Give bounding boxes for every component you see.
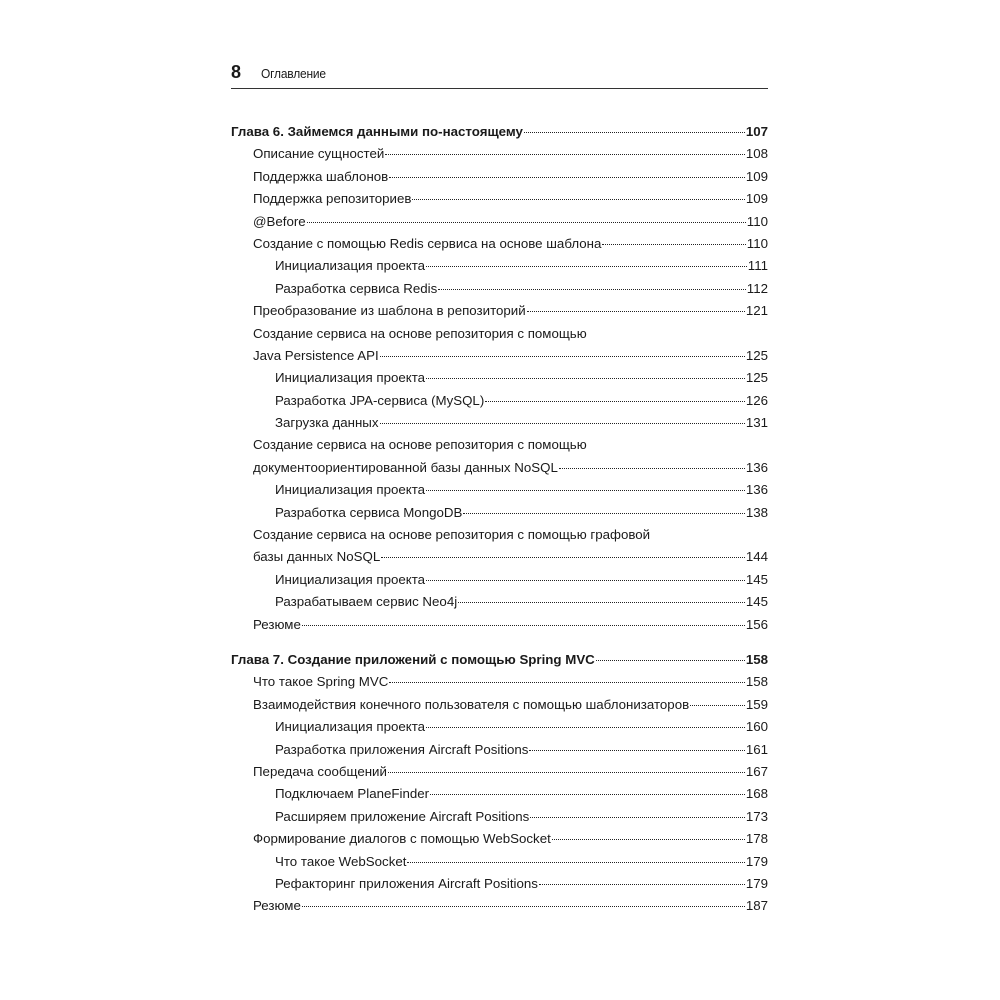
toc-subentry-text: Инициализация проекта [275,258,426,274]
toc-entry-line2-page: 125 [745,347,768,363]
toc-entry [231,434,768,479]
dot-leader [458,602,745,603]
dot-leader [389,682,744,683]
dot-leader [307,222,746,223]
toc-entry [231,614,768,636]
toc-subentry-page: 131 [745,415,768,431]
dot-leader [430,794,745,795]
toc-subentry [231,873,768,895]
toc-subentry-text: Расширяем приложение Aircraft Positions [275,808,530,824]
toc-subentry [231,390,768,412]
toc-subentry [231,806,768,828]
dot-leader [426,490,745,491]
toc-subentry-page: 179 [745,875,768,891]
toc-entry-page: 108 [745,146,768,162]
toc-entry-line2-text: документоориентированной базы данных NoSQL [253,459,558,475]
toc-subentry-text: Разработка сервиса Redis [275,280,438,296]
section-title: Оглавление [261,66,326,81]
toc-entry-page: 109 [745,168,768,184]
toc-entry-line2-text: базы данных NoSQL [253,549,381,565]
chapter-block [231,121,768,636]
page-number: 8 [231,62,242,82]
toc-entry [231,828,768,850]
toc-entry-line2 [231,345,768,367]
chapter-block [231,649,768,918]
toc-subentry [231,255,768,277]
toc-entry-text: Преобразование из шаблона в репозиторий [253,303,526,319]
toc-subentry [231,851,768,873]
toc-entry-page: 159 [745,696,768,712]
toc-subentry-text: Разработка приложения Aircraft Positions [275,741,529,757]
chapter-heading-page: 107 [745,124,768,139]
dot-leader [559,468,745,469]
toc-entry-line2-page: 144 [745,549,768,565]
toc-subentry [231,783,768,805]
toc-entry [231,166,768,188]
dot-leader [527,311,745,312]
dot-leader [389,177,745,178]
toc-entry [231,323,768,368]
toc-entry-page: 187 [745,898,768,914]
dot-leader [596,660,745,661]
dot-leader [524,132,745,133]
dot-leader [381,557,745,558]
toc-entry-line2-page: 136 [745,459,768,475]
dot-leader [302,906,745,907]
toc-subentry-page: 111 [747,258,768,274]
dot-leader [385,154,745,155]
toc-entry [231,895,768,917]
toc-entry-line1: Создание сервиса на основе репозитория с помощью графовой [253,527,651,543]
toc-subentry-page: 173 [745,808,768,824]
chapter-heading-text: Глава 6. Займемся данными по-настоящему [231,124,523,139]
toc-subentry-text: Инициализация проекта [275,719,426,735]
chapter-heading [231,121,768,143]
toc-entry-line2 [231,457,768,479]
toc-entry-page: 156 [745,616,768,632]
toc-subentry-page: 179 [745,853,768,869]
toc-entry-text: Резюме [253,616,301,632]
dot-leader [426,378,745,379]
dot-leader [690,705,745,706]
toc-entry-page: 158 [745,674,768,690]
header-rule [231,88,768,89]
toc-entry-line1: Создание сервиса на основе репозитория с помощью [253,325,587,341]
toc-entry-text: Поддержка репозиториев [253,191,412,207]
toc-subentry [231,739,768,761]
toc-entry [231,761,768,783]
toc-entry [231,211,768,233]
toc-entry-text: Формирование диалогов с помощью WebSocket [253,831,551,847]
toc-entry [231,524,768,569]
toc-entry-page: 110 [746,235,768,251]
toc-entry-text: Поддержка шаблонов [253,168,389,184]
toc-subentry-text: Разработка сервиса MongoDB [275,504,463,520]
toc-entry [231,188,768,210]
chapter-heading-text: Глава 7. Создание приложений с помощью Spring MVC [231,651,595,667]
toc-subentry-text: Инициализация проекта [275,571,426,587]
toc-entry-page: 109 [745,191,768,207]
toc-subentry-page: 138 [745,504,768,520]
toc-subentry-text: Что такое WebSocket [275,853,407,869]
dot-leader [529,750,744,751]
toc-subentry [231,412,768,434]
toc-subentry-page: 160 [745,719,768,735]
toc-entry-text: Передача сообщений [253,763,387,779]
toc-subentry [231,569,768,591]
toc-subentry [231,479,768,501]
toc-entry [231,300,768,322]
toc-entry-page: 167 [745,763,768,779]
dot-leader [463,513,744,514]
toc-subentry-page: 125 [745,370,768,386]
toc-subentry [231,591,768,613]
toc-entry-line1: Создание сервиса на основе репозитория с помощью [253,437,587,453]
toc-subentry [231,502,768,524]
chapter-heading [231,649,768,671]
toc-subentry [231,716,768,738]
toc-entry-text: Резюме [253,898,301,914]
dot-leader [412,199,744,200]
toc-entry-text: Взаимодействия конечного пользователя с помощью шаблонизаторов [253,696,690,712]
toc-entry-text: @Before [253,213,306,229]
toc-subentry-text: Рефакторинг приложения Aircraft Positions [275,875,538,891]
toc-entry [231,671,768,693]
dot-leader [530,817,744,818]
toc-subentry-text: Инициализация проекта [275,482,426,498]
toc-entry [231,694,768,716]
toc-entry-line2 [231,546,768,568]
toc-entry-text: Создание с помощью Redis сервиса на основе шаблона [253,235,602,251]
toc-subentry-page: 112 [746,280,768,296]
dot-leader [485,401,745,402]
dot-leader [426,580,745,581]
dot-leader [552,839,745,840]
toc-subentry-page: 136 [745,482,768,498]
toc-entry-text: Описание сущностей [253,146,385,162]
toc-subentry-text: Подключаем PlaneFinder [275,786,430,802]
dot-leader [407,862,744,863]
toc-subentry-page: 161 [745,741,768,757]
dot-leader [302,625,745,626]
toc-subentry-page: 168 [745,786,768,802]
toc-subentry-text: Инициализация проекта [275,370,426,386]
toc-entry-page: 121 [745,303,768,319]
dot-leader [426,727,745,728]
toc-subentry-page: 126 [745,392,768,408]
running-head [231,62,768,83]
toc-subentry [231,278,768,300]
toc-entry-page: 178 [745,831,768,847]
toc-subentry-text: Разработка JPA-сервиса (MySQL) [275,392,485,408]
toc-subentry [231,367,768,389]
toc-subentry-page: 145 [745,594,768,610]
toc-entry-page: 110 [746,213,768,229]
table-of-contents [231,121,768,918]
toc-subentry-text: Загрузка данных [275,415,379,431]
dot-leader [388,772,745,773]
toc-subentry-page: 145 [745,571,768,587]
toc-entry-line2-text: Java Persistence API [253,347,379,363]
dot-leader [426,266,747,267]
dot-leader [380,423,745,424]
chapter-heading-page: 158 [745,651,768,667]
dot-leader [539,884,745,885]
dot-leader [380,356,745,357]
dot-leader [438,289,746,290]
dot-leader [602,244,745,245]
toc-subentry-text: Разрабатываем сервис Neo4j [275,594,458,610]
toc-entry [231,233,768,255]
toc-entry-text: Что такое Spring MVC [253,674,389,690]
toc-entry [231,143,768,165]
